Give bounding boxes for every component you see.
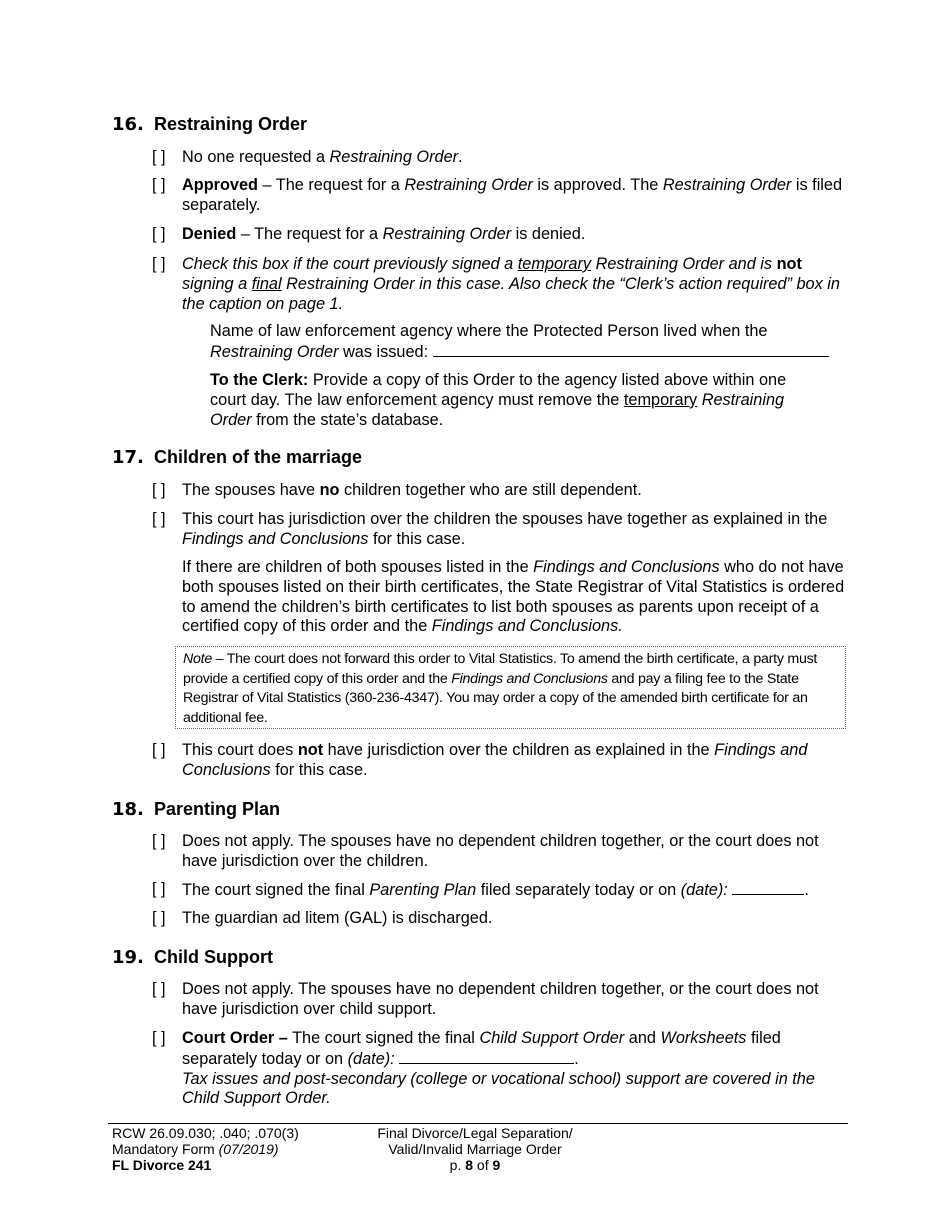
text-bold: Denied bbox=[182, 225, 237, 243]
text: The court signed the final bbox=[287, 1029, 480, 1047]
s16-option-denied bbox=[152, 225, 847, 245]
text-underline: temporary bbox=[517, 255, 592, 273]
text-bold: 8 bbox=[465, 1157, 474, 1173]
s17-option-jurisdiction bbox=[152, 510, 847, 550]
s19-option-court-order bbox=[152, 1029, 847, 1109]
text-bold: no bbox=[319, 481, 340, 499]
text-italic: Restraining Order bbox=[210, 342, 339, 361]
text: of bbox=[473, 1157, 493, 1173]
text-italic: Findings and Conclusions bbox=[182, 529, 369, 548]
text: Restraining Order in this case. Also check the “Clerk’s action required” box in the caption on page 1. bbox=[182, 274, 840, 313]
checkbox[interactable]: [ ] bbox=[152, 225, 166, 243]
section-number: 17. bbox=[112, 447, 144, 468]
text-italic: Restraining Order bbox=[210, 390, 785, 429]
text-italic: Findings and Conclusions bbox=[451, 670, 608, 687]
s16-option-approved bbox=[152, 176, 847, 216]
text-italic: Findings and Conclusions. bbox=[431, 617, 623, 636]
checkbox[interactable]: [ ] bbox=[152, 510, 166, 528]
footer-title-line1: Final Divorce/Legal Separation/ bbox=[377, 1125, 573, 1141]
text-italic: (07/2019) bbox=[218, 1141, 279, 1157]
text: – The request for a bbox=[258, 176, 405, 194]
text: The spouses have bbox=[182, 481, 320, 499]
text: was issued: bbox=[338, 342, 433, 361]
text-bold: not bbox=[297, 741, 324, 759]
section-title: Parenting Plan bbox=[154, 799, 281, 819]
section-19-heading bbox=[112, 948, 273, 968]
text-italic: Tax issues and post-secondary (college or vocational school) support are covered in the Child Support Order. bbox=[182, 1069, 815, 1108]
s16-agency-field bbox=[210, 322, 840, 363]
text: If there are children of both spouses listed in the bbox=[182, 558, 534, 576]
checkbox[interactable]: [ ] bbox=[152, 909, 166, 927]
text: This court has jurisdiction over the children the spouses have together as explained in the bbox=[182, 510, 828, 528]
text-italic: Restraining Order bbox=[662, 176, 792, 194]
section-number: 19. bbox=[112, 947, 144, 968]
text-italic: Parenting Plan bbox=[369, 881, 477, 899]
text: Mandatory Form bbox=[112, 1141, 219, 1157]
section-title: Children of the marriage bbox=[154, 447, 363, 467]
text-bold: Approved bbox=[182, 176, 258, 194]
s18-option-signed bbox=[152, 880, 847, 901]
checkbox[interactable]: [ ] bbox=[152, 880, 166, 898]
checkbox[interactable]: [ ] bbox=[152, 741, 166, 759]
checkbox[interactable]: [ ] bbox=[152, 148, 166, 166]
footer-center bbox=[350, 1125, 600, 1173]
text: – The request for a bbox=[236, 225, 383, 243]
text: and bbox=[624, 1029, 661, 1047]
text: is denied. bbox=[511, 225, 586, 243]
text-underline: temporary bbox=[623, 390, 698, 409]
section-title: Child Support bbox=[154, 947, 273, 967]
text: The guardian ad litem (GAL) is discharged. bbox=[182, 909, 493, 927]
s16-clerk-instruction bbox=[210, 371, 815, 430]
text-italic: Restraining Order bbox=[382, 225, 512, 243]
checkbox[interactable]: [ ] bbox=[152, 255, 166, 273]
s17-option-no-jurisdiction bbox=[152, 741, 847, 781]
checkbox[interactable]: [ ] bbox=[152, 481, 166, 499]
section-number: 18. bbox=[112, 799, 144, 820]
text-italic: Child Support Order bbox=[479, 1029, 625, 1047]
text: . bbox=[458, 148, 463, 166]
text-bold: not bbox=[776, 255, 802, 273]
text: – The court does not forward this order to Vital Statistics. To amend the birth certificate, a party must provide a certified copy of this order and the bbox=[183, 651, 818, 687]
text: who do not have both spouses listed on their birth certificates, the State Registrar of Vital Statistics is ordered to amend the children’s birth certificates to list both spouses as parents upon receipt of a certified copy of this order and the bbox=[182, 558, 845, 636]
text-italic: Worksheets bbox=[660, 1029, 747, 1047]
text-italic: Findings and Conclusions bbox=[182, 741, 808, 779]
footer-mandatory bbox=[112, 1141, 362, 1157]
agency-name-blank[interactable] bbox=[433, 342, 829, 357]
text-bold: To the Clerk: bbox=[210, 371, 309, 389]
s16-option-temporary bbox=[152, 255, 847, 314]
date-blank[interactable] bbox=[732, 880, 804, 895]
text: Does not apply. The spouses have no dependent children together, or the court does not have jurisdiction over child support. bbox=[182, 980, 819, 1018]
s17-birth-certificate-paragraph bbox=[182, 558, 847, 637]
text-italic: Findings and Conclusions bbox=[533, 558, 720, 576]
text: from the state’s database. bbox=[251, 410, 444, 429]
s17-note-box bbox=[175, 646, 846, 729]
section-16-heading bbox=[112, 115, 307, 135]
text: Does not apply. The spouses have no dependent children together, or the court does not have jurisdiction over the children. bbox=[182, 832, 819, 870]
footer-form-id: FL Divorce 241 bbox=[112, 1157, 212, 1173]
text: Provide a copy of this Order to the agency listed above within one court day. The law enforcement agency must remove the bbox=[210, 371, 787, 409]
text: . bbox=[804, 881, 809, 899]
s18-option-gal bbox=[152, 909, 847, 929]
text-italic: Note bbox=[183, 651, 212, 667]
checkbox[interactable]: [ ] bbox=[152, 832, 166, 850]
text: is filed separately. bbox=[182, 176, 843, 214]
section-title: Restraining Order bbox=[154, 114, 308, 134]
section-number: 16. bbox=[112, 114, 144, 135]
text: p. bbox=[449, 1157, 466, 1173]
text-italic: Restraining Order bbox=[329, 148, 459, 166]
text-underline: final bbox=[251, 274, 282, 293]
section-18-heading bbox=[112, 800, 280, 820]
s16-option-no-request bbox=[152, 148, 847, 168]
checkbox[interactable]: [ ] bbox=[152, 1029, 166, 1047]
s19-option-not-apply bbox=[152, 980, 847, 1020]
text: have jurisdiction over the children as explained in the bbox=[323, 741, 715, 759]
footer-rcw: RCW 26.09.030; .040; .070(3) bbox=[112, 1125, 299, 1141]
text: Check this box if the court previously signed a bbox=[182, 255, 518, 273]
section-17-heading bbox=[112, 448, 362, 468]
text: No one requested a bbox=[182, 148, 330, 166]
text: for this case. bbox=[368, 529, 466, 548]
text: children together who are still dependent. bbox=[339, 481, 642, 499]
footer-page-number bbox=[350, 1157, 600, 1173]
text: is approved. The bbox=[532, 176, 663, 194]
text: . bbox=[574, 1049, 579, 1068]
text: signing a bbox=[182, 274, 252, 293]
text: Restraining Order and is bbox=[591, 255, 777, 273]
text: The court signed the final bbox=[182, 881, 370, 899]
date-blank[interactable] bbox=[399, 1049, 574, 1064]
s17-option-no-children bbox=[152, 481, 847, 501]
s18-option-not-apply bbox=[152, 832, 847, 872]
text: and pay a filing fee to the State Registrar of Vital Statistics (360-236-4347). You may order a copy of the amended birth certificate for an additional fee. bbox=[183, 670, 808, 726]
text: filed separately today or on bbox=[182, 1029, 781, 1068]
text-bold: Court Order – bbox=[182, 1029, 288, 1047]
footer-left bbox=[112, 1125, 362, 1173]
date-label: (date): bbox=[347, 1049, 395, 1068]
checkbox[interactable]: [ ] bbox=[152, 176, 166, 194]
checkbox[interactable]: [ ] bbox=[152, 980, 166, 998]
footer-title-line2: Valid/Invalid Marriage Order bbox=[388, 1141, 562, 1157]
text: for this case. bbox=[270, 760, 368, 779]
text-bold: 9 bbox=[492, 1157, 501, 1173]
text-italic: Restraining Order bbox=[404, 176, 533, 194]
footer-divider bbox=[108, 1123, 848, 1124]
date-label: (date): bbox=[680, 881, 728, 899]
text: Name of law enforcement agency where the Protected Person lived when the bbox=[210, 322, 768, 340]
text: This court does bbox=[182, 741, 298, 759]
text: filed separately today or on bbox=[476, 881, 681, 899]
